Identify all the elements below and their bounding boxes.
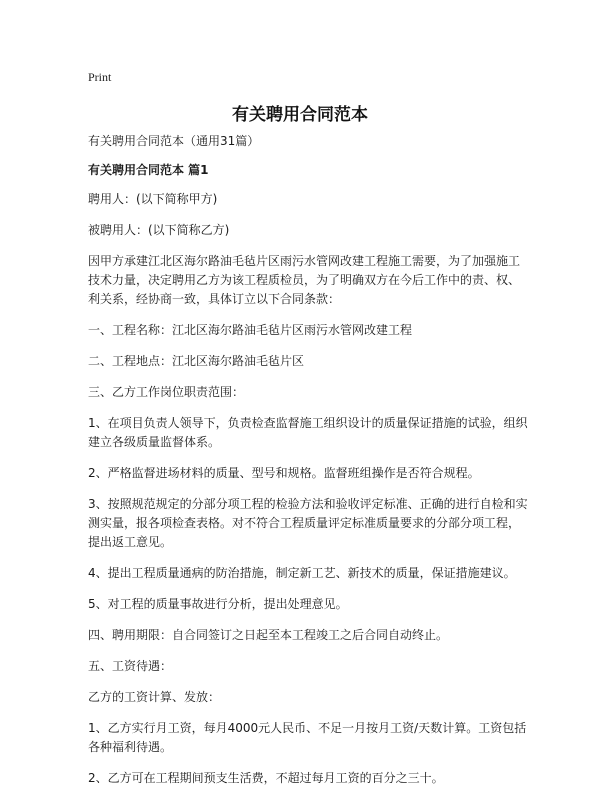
document-title: 有关聘用合同范本 (232, 105, 368, 125)
paragraph-duties-heading: 三、乙方工作岗位职责范围： (88, 385, 245, 399)
paragraph-salary-calc: 乙方的工资计算、发放： (88, 690, 221, 704)
paragraph-project-location: 二、工程地点：江北区海尔路油毛毡片区 (88, 354, 305, 368)
document-body (88, 132, 528, 800)
section-heading: 有关聘用合同范本 篇1 (88, 163, 209, 177)
paragraph-salary-1: 1、乙方实行月工资，每月4000元人民币、不足一月按月工资/天数计算。工资包括各种福利待遇。 (88, 721, 527, 754)
paragraph-duty-1: 1、在项目负责人领导下，负责检查监督施工组织设计的质量保证措施的试验，组织建立各级质量监督体系。 (88, 416, 528, 449)
paragraph-preamble: 因甲方承建江北区海尔路油毛毡片区雨污水管网改建工程施工需要，为了加强施工技术力量，决定聘用乙方为该工程质检员，为了明确双方在今后工作中的责、权、利关系，经协商一致，具体订立以下合同条款： (88, 254, 521, 306)
paragraph-duty-5: 5、对工程的质量事故进行分析，提出处理意见。 (88, 597, 348, 611)
print-label: Print (88, 70, 112, 84)
document-subtitle: 有关聘用合同范本（通用31篇） (88, 134, 260, 148)
paragraph-salary-2: 2、乙方可在工程期间预支生活费，不超过每月工资的百分之三十。 (88, 771, 444, 785)
paragraph-project-name: 一、工程名称：江北区海尔路油毛毡片区雨污水管网改建工程 (88, 323, 413, 337)
paragraph-duty-4: 4、提出工程质量通病的防治措施，制定新工艺、新技术的质量，保证措施建议。 (88, 566, 516, 580)
paragraph-term: 四、聘用期限：自合同签订之日起至本工程竣工之后合同自动终止。 (88, 628, 449, 642)
paragraph-employee: 被聘用人：(以下简称乙方) (88, 223, 230, 237)
paragraph-employer: 聘用人：(以下简称甲方) (88, 192, 218, 206)
paragraph-salary-heading: 五、工资待遇： (88, 659, 173, 673)
paragraph-duty-2: 2、严格监督进场材料的质量、型号和规格。监督班组操作是否符合规程。 (88, 466, 480, 480)
paragraph-duty-3: 3、按照规范规定的分部分项工程的检验方法和验收评定标准、正确的进行自检和实测实量，报各项检查表格。对不符合工程质量评定标准质量要求的分部分项工程，提出返工意见。 (88, 497, 528, 549)
